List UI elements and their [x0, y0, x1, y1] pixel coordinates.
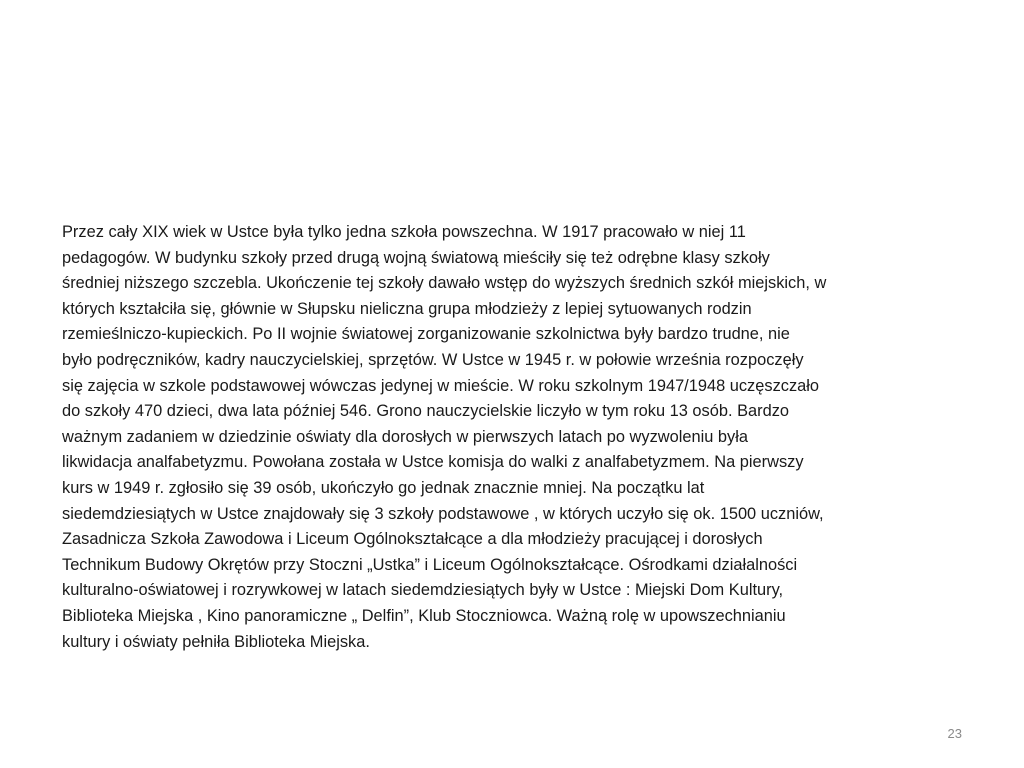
- text-line: kultury i oświaty pełniła Biblioteka Miejska.: [62, 632, 370, 651]
- text-line: się zajęcia w szkole podstawowej wówczas jedynej w mieście. W roku szkolnym 1947/1948 uczęszczało: [62, 376, 820, 395]
- text-line: likwidacja analfabetyzmu. Powołana została w Ustce komisja do walki z analfabetyzmem. Na pierwszy: [62, 453, 804, 472]
- text-line: pedagogów. W budynku szkoły przed drugą wojną światową mieściły się też odrębne klasy szkoły: [62, 248, 770, 267]
- text-line: kurs w 1949 r. zgłosiło się 39 osób, ukończyło go jednak znacznie mniej. Na początku lat: [62, 478, 705, 497]
- text-line: było podręczników, kadry nauczycielskiej, sprzętów. W Ustce w 1945 r. w połowie września rozpoczęły: [62, 350, 804, 369]
- text-line: Biblioteka Miejska , Kino panoramiczne „ Delfin”, Klub Stoczniowca. Ważną rolę w upowszechnianiu: [62, 606, 786, 625]
- page-number: 23: [947, 726, 962, 741]
- text-line: których kształciła się, głównie w Słupsku nieliczna grupa młodzieży z lepiej sytuowanych rodzin: [62, 299, 752, 318]
- text-line: rzemieślniczo-kupieckich. Po II wojnie światowej zorganizowanie szkolnictwa były bardzo trudne, nie: [62, 325, 790, 344]
- text-line: ważnym zadaniem w dziedzinie oświaty dla dorosłych w pierwszych latach po wyzwoleniu była: [62, 427, 748, 446]
- text-line: średniej niższego szczebla. Ukończenie tej szkoły dawało wstęp do wyższych średnich szkół miejskich, w: [62, 274, 827, 293]
- text-line: kulturalno-oświatowej i rozrywkowej w latach siedemdziesiątych były w Ustce : Miejski Dom Kultury,: [62, 581, 784, 600]
- body-text: [62, 220, 962, 655]
- text-line: siedemdziesiątych w Ustce znajdowały się 3 szkoły podstawowe , w których uczyło się ok. 1500 uczniów,: [62, 504, 824, 523]
- text-line: Zasadnicza Szkoła Zawodowa i Liceum Ogólnokształcące a dla młodzieży pracującej i dorosłych: [62, 530, 763, 549]
- text-line: do szkoły 470 dzieci, dwa lata później 546. Grono nauczycielskie liczyło w tym roku 13 osób. Bardzo: [62, 402, 790, 421]
- text-line: Technikum Budowy Okrętów przy Stoczni „Ustka” i Liceum Ogólnokształcące. Ośrodkami działalności: [62, 555, 798, 574]
- text-line: Przez cały XIX wiek w Ustce była tylko jedna szkoła powszechna. W 1917 pracowało w niej 11: [62, 223, 746, 241]
